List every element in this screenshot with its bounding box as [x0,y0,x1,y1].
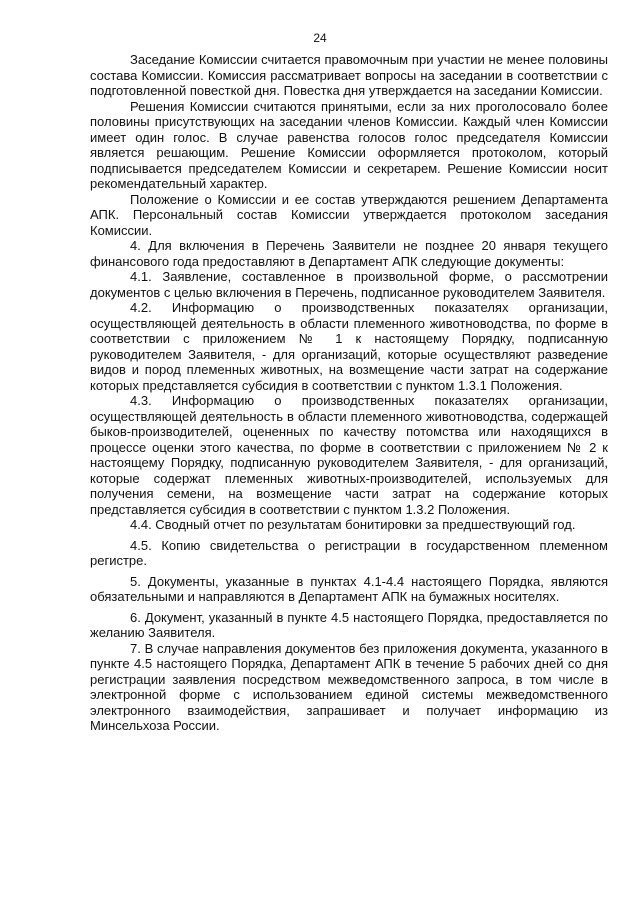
paragraph-quorum: Заседание Комиссии считается правомочным при участии не менее половины состава Комиссии. Комиссия рассматривает вопросы на заседании в соответствии с подготовленной повесткой дня. Повестка дня утверждается на заседании Комиссии. [90,52,608,98]
page-number: 24 [313,31,327,45]
document-body [90,52,608,734]
paragraph-7: 7. В случае направления документов без приложения документа, указанного в пункте 4.5 настоящего Порядка, Департамент АПК в течение 5 рабочих дней со дня регистрации заявления посредством межведомственного запроса, в том числе в электронной форме с использованием единой системы межведомственного электронного взаимодействия, запрашивает и получает информацию из Минсельхоза России. [90,640,608,733]
paragraph-4-5: 4.5. Копию свидетельства о регистрации в государственном племенном регистре. [90,537,608,568]
paragraph-4-4: 4.4. Сводный отчет по результатам бонитировки за предшествующий год. [130,517,576,532]
paragraph-4-1: 4.1. Заявление, составленное в произвольной форме, о рассмотрении документов с целью включения в Перечень, подписанное руководителем Заявителя. [90,269,608,300]
paragraph-5: 5. Документы, указанные в пунктах 4.1-4.4 настоящего Порядка, являются обязательными и направляются в Департамент АПК на бумажных носителях. [90,573,608,604]
paragraph-4-2: 4.2. Информацию о производственных показателях организации, осуществляющей деятельность в области племенного животноводства, по форме в соответствии с приложением № 1 к настоящему Порядку, подписанную руководителем Заявителя, - для организаций, которые осуществляют разведение видов и пород племенных животных, на возмещение части затрат на содержание которых представляется субсидия в соответствии с пунктом 1.3.1 Положения. [90,300,608,393]
paragraph-6: 6. Документ, указанный в пункте 4.5 настоящего Порядка, предоставляется по желанию Заявителя. [90,609,608,640]
paragraph-4: 4. Для включения в Перечень Заявители не позднее 20 января текущего финансового года предоставляют в Департамент АПК следующие документы: [90,238,608,269]
paragraph-commission-statute: Положение о Комиссии и ее состав утверждаются решением Департамента АПК. Персональный состав Комиссии утверждается протоколом заседания Комиссии. [90,191,608,238]
paragraph-decisions: Решения Комиссии считаются принятыми, если за них проголосовало более половины присутствующих на заседании членов Комиссии. Каждый член Комиссии имеет один голос. В случае равенства голосов голос председателя Комиссии является решающим. Решение Комиссии оформляется протоколом, который подписывается председателем Комиссии и секретарем. Решение Комиссии носит рекомендательный характер. [90,98,608,191]
paragraph-4-3: 4.3. Информацию о производственных показателях организации, осуществляющей деятельность в области племенного животноводства, содержащей быков-производителей, оцененных по качеству потомства или находящихся в процессе оценки этого качества, по форме в соответствии с приложением № 2 к настоящему Порядку, подписанную руководителем Заявителя, - для организаций, которые содержат племенных животных-производителей, используемых для получения семени, на возмещение части затрат на содержание которых представляется субсидия в соответствии с пунктом 1.3.2 Положения. [90,393,608,517]
